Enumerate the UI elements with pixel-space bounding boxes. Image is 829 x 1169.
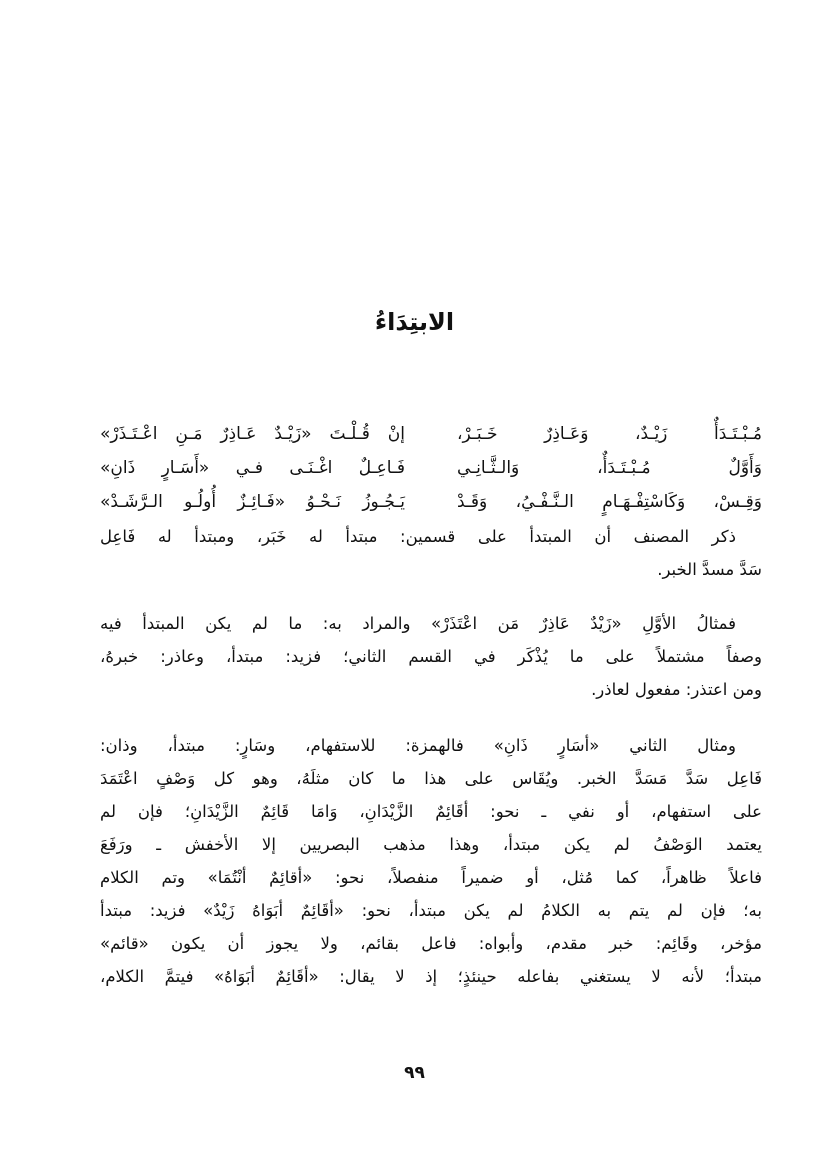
section-title: الابتِدَاءُ bbox=[374, 308, 455, 336]
verse-line bbox=[100, 458, 762, 488]
paragraph-line: مبتدأ؛ لأنه لا يستغني بفاعله حينئذٍ؛ إذ لا يقال: «أقَائِمٌ أبَوَاهُ» فيتمَّ الكلام، bbox=[100, 967, 762, 986]
verse-line bbox=[100, 492, 762, 522]
paragraph-line: فَاعِل سَدَّ مَسَدَّ الخبر. ويُقَاس على هذا ما كان مثلَهُ، وهو كل وَصْفٍ اعْتَمَدَ bbox=[100, 769, 762, 788]
verse-hemistich-first: مُـبْـتَـدَأٌ زَيْـدٌ، وَعَـاذِرٌ خَـبَـرْ، bbox=[457, 424, 762, 444]
verse-line bbox=[100, 424, 762, 454]
verse-hemistich-second: فَـاعِـلٌ اغْـنَـى فـي «أَسَـارٍ ذَانِ» bbox=[100, 458, 405, 478]
paragraph-line: فمثالُ الأوَّلِ «زَيْدٌ عَاذِرٌ مَن اعْتَذَرْ» والمراد به: ما لم يكن المبتدأ فيه bbox=[100, 614, 736, 633]
verse-hemistich-second: يَـجُـوزُ نَـحْـوُ «فَـائِـزٌ أُولُـو الـرَّشَـدْ» bbox=[100, 492, 405, 512]
paragraph-line: ومن اعتذر: مفعول لعاذر. bbox=[591, 680, 762, 699]
verse-hemistich-first: وَقِـسْ، وَكَاسْتِفْـهَـامٍ الـنَّـفْـيُ، وَقَـدْ bbox=[457, 492, 762, 512]
verse-hemistich-first: وَأَوَّلٌ مُـبْـتَـدَأٌ، وَالـثَّـانِـي bbox=[457, 458, 762, 478]
paragraph-line: يعتمد الوَصْفُ لم يكن مبتدأ، وهذا مذهب البصريين إلا الأخفش ـ ورَفَعَ bbox=[100, 835, 762, 854]
paragraph-line: فاعلاً ظاهراً، كما مُثل، أو ضميراً منفصلاً، نحو: «أقائِمٌ أنْتُمَا» وتم الكلام bbox=[100, 868, 762, 887]
paragraph-line: ومثال الثاني «أسَارٍ ذَانِ» فالهمزة: للاستفهام، وسَارٍ: مبتدأ، وذان: bbox=[100, 736, 736, 755]
verse-hemistich-second: إنْ قُـلْـتَ «زَيْـدٌ عَـاذِرٌ مَـنِ اعْـتَـذَرْ» bbox=[100, 424, 405, 444]
page-number: ٩٩ bbox=[404, 1063, 425, 1083]
paragraph-line: سَدَّ مسدَّ الخبر. bbox=[657, 560, 762, 579]
paragraph-line: وصفاً مشتملاً على ما يُذْكَر في القسم الثاني؛ فزيد: مبتدأ، وعاذر: خبرهُ، bbox=[100, 647, 762, 666]
paragraph-line: به؛ فإن لم يتم به الكلامُ لم يكن مبتدأ، نحو: «أقَائِمٌ أبَوَاهُ زَيْدٌ» فزيد: مبتدأ bbox=[100, 901, 762, 920]
paragraph-line: ذكر المصنف أن المبتدأ على قسمين: مبتدأ له خَبَر، ومبتدأ له فَاعِل bbox=[100, 527, 736, 546]
paragraph-line: على استفهام، أو نفي ـ نحو: أقَائِمٌ الزَّيْدَانِ، وَامَا قَائِمٌ الزَّيْدَانِ؛ فإن لم bbox=[100, 802, 762, 821]
paragraph-line: مؤخر، وقَائِم: خبر مقدم، وأبواه: فاعل بقائم، ولا يجوز أن يكون «قائم» bbox=[100, 934, 762, 953]
